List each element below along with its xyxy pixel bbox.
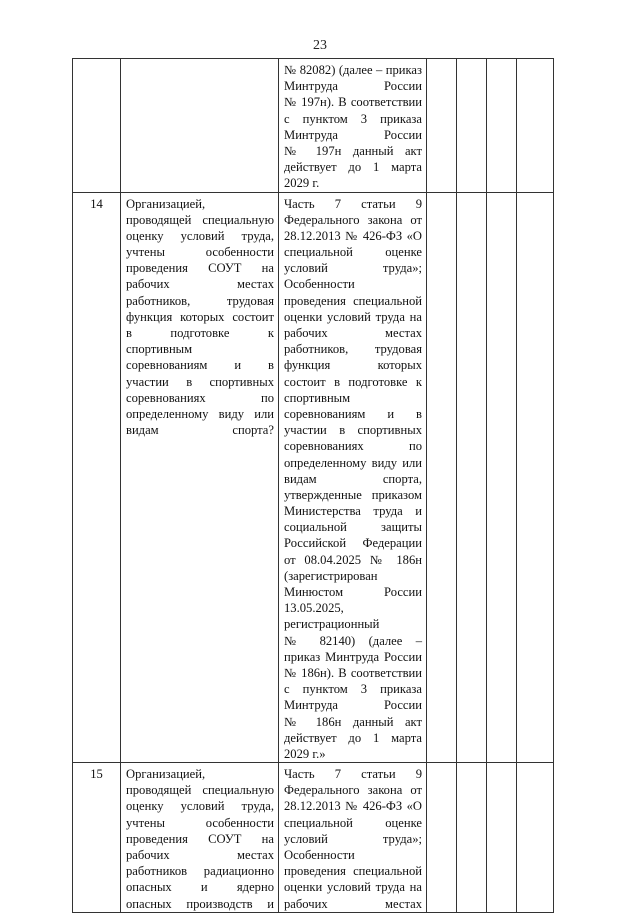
reference-text-line: Федерального закона от xyxy=(284,783,422,798)
reference-text-line: соревнованиям и в xyxy=(284,406,422,421)
reference-text-line: с пунктом 3 приказа xyxy=(284,682,422,697)
reference-text-line: Федерального закона от xyxy=(284,212,422,227)
question-text-line: работников, трудовая xyxy=(126,293,274,308)
reference-text-line: 13.05.2025, xyxy=(284,601,344,616)
question-text-line: опасных и ядерно xyxy=(126,880,274,895)
reference-text-line: (зарегистрирован xyxy=(284,568,378,583)
question-cell xyxy=(121,59,279,193)
answer-na-cell[interactable] xyxy=(487,192,517,763)
notes-cell[interactable] xyxy=(517,763,554,913)
reference-text-line: № 197н). В соответствии xyxy=(284,95,422,110)
row-number-cell: 14 xyxy=(73,192,121,763)
requirements-table xyxy=(72,58,554,913)
answer-no-cell[interactable] xyxy=(457,59,487,193)
reference-text-line: условий труда»; xyxy=(284,831,422,846)
question-text-line: учтены особенности xyxy=(126,815,274,830)
question-text-line: проводящей специальную xyxy=(126,212,274,227)
reference-text-line: функция которых xyxy=(284,358,422,373)
reference-text-line: Особенности xyxy=(284,848,355,862)
reference-text-line: № 186н). В соответствии xyxy=(284,665,422,680)
reference-cell xyxy=(279,763,427,913)
question-text-line: опасных производств и xyxy=(126,896,274,911)
answer-yes-cell[interactable] xyxy=(427,59,457,193)
question-text-line: проведения СОУТ на xyxy=(126,831,274,846)
reference-text-line: Министерства труда и xyxy=(284,504,422,519)
row-number-cell xyxy=(73,59,121,193)
question-text-line: рабочих местах xyxy=(126,277,274,292)
answer-yes-cell[interactable] xyxy=(427,192,457,763)
reference-text-line: оценки условий труда на xyxy=(284,309,422,324)
answer-na-cell[interactable] xyxy=(487,59,517,193)
answer-no-cell[interactable] xyxy=(457,763,487,913)
reference-text-line: Российской Федерации xyxy=(284,536,422,551)
question-text-line: функция которых состоит xyxy=(126,309,274,324)
reference-text-line: соревнованиях по xyxy=(284,439,422,454)
reference-text-line: Минюстом России xyxy=(284,585,422,599)
reference-text-line: 28.12.2013 № 426-ФЗ «О xyxy=(284,799,422,814)
reference-text-line: Особенности xyxy=(284,277,355,292)
reference-text-line: Минтруда России xyxy=(284,127,422,142)
reference-text-line: Часть 7 статьи 9 xyxy=(284,767,422,782)
question-text-line: проводящей специальную xyxy=(126,783,274,798)
reference-text-line: с пунктом 3 приказа xyxy=(284,111,422,126)
reference-text-line: регистрационный xyxy=(284,617,380,632)
question-text-line: в подготовке к xyxy=(126,326,274,340)
question-text-line: работников радиационно xyxy=(126,864,274,879)
question-text-line: видам спорта? xyxy=(126,423,274,438)
reference-cell xyxy=(279,59,427,193)
question-text-line: соревнованиям и в xyxy=(126,358,274,373)
reference-text-line: специальной оценке xyxy=(284,245,422,260)
reference-text-line: определенному виду или xyxy=(284,455,422,470)
reference-text-line: работников, трудовая xyxy=(284,342,422,357)
reference-text-line: 2029 г. xyxy=(284,176,320,191)
question-text-line: рабочих местах xyxy=(126,848,274,862)
question-text-line: соревнованиях по xyxy=(126,390,274,405)
reference-text-line: условий труда»; xyxy=(284,261,422,276)
reference-text-line: № 197н данный акт xyxy=(284,143,422,158)
reference-text-line: № 82082) (далее – приказ xyxy=(284,63,422,77)
answer-yes-cell[interactable] xyxy=(427,763,457,913)
reference-text-line: утвержденные приказом xyxy=(284,487,422,502)
reference-text-line: приказ Минтруда России xyxy=(284,649,422,664)
question-cell xyxy=(121,763,279,913)
reference-text-line: 28.12.2013 № 426-ФЗ «О xyxy=(284,228,422,243)
reference-text-line: проведения специальной xyxy=(284,864,422,879)
question-text-line: спортивным xyxy=(126,342,193,357)
question-cell xyxy=(121,192,279,763)
reference-text-line: состоит в подготовке к xyxy=(284,374,422,389)
reference-text-line: № 186н данный акт xyxy=(284,714,422,729)
reference-text-line: рабочих местах xyxy=(284,896,422,911)
answer-na-cell[interactable] xyxy=(487,763,517,913)
reference-text-line: действует до 1 марта xyxy=(284,730,422,745)
question-text-line: проведения СОУТ на xyxy=(126,261,274,276)
reference-text-line: 2029 г.» xyxy=(284,746,326,761)
question-text-line: оценку условий труда, xyxy=(126,799,274,814)
reference-text-line: Минтруда России xyxy=(284,698,422,713)
question-text-line: учтены особенности xyxy=(126,245,274,260)
reference-text-line: от 08.04.2025 № 186н xyxy=(284,552,422,567)
reference-text-line: социальной защиты xyxy=(284,520,422,535)
notes-cell[interactable] xyxy=(517,59,554,193)
table-row xyxy=(73,59,554,193)
question-text-line: Организацией, xyxy=(126,196,206,211)
reference-text-line: спортивным xyxy=(284,390,351,405)
answer-no-cell[interactable] xyxy=(457,192,487,763)
reference-text-line: Часть 7 статьи 9 xyxy=(284,196,422,211)
reference-cell xyxy=(279,192,427,763)
reference-text-line: проведения специальной xyxy=(284,293,422,308)
question-text-line: оценку условий труда, xyxy=(126,228,274,243)
reference-text-line: специальной оценке xyxy=(284,815,422,830)
reference-text-line: № 82140) (далее – xyxy=(284,633,422,648)
question-text-line: участии в спортивных xyxy=(126,374,274,389)
question-text-line: Организацией, xyxy=(126,767,206,782)
reference-text-line: Минтруда России xyxy=(284,79,422,94)
page-number: 23 xyxy=(313,38,327,53)
row-number-cell: 15 xyxy=(73,763,121,913)
reference-text-line: оценки условий труда на xyxy=(284,880,422,895)
reference-text-line: действует до 1 марта xyxy=(284,160,422,175)
reference-text-line: видам спорта, xyxy=(284,471,422,486)
reference-text-line: рабочих местах xyxy=(284,326,422,340)
table-row xyxy=(73,192,554,763)
question-text-line: определенному виду или xyxy=(126,406,274,421)
notes-cell[interactable] xyxy=(517,192,554,763)
reference-text-line: участии в спортивных xyxy=(284,423,422,438)
table-row xyxy=(73,763,554,913)
